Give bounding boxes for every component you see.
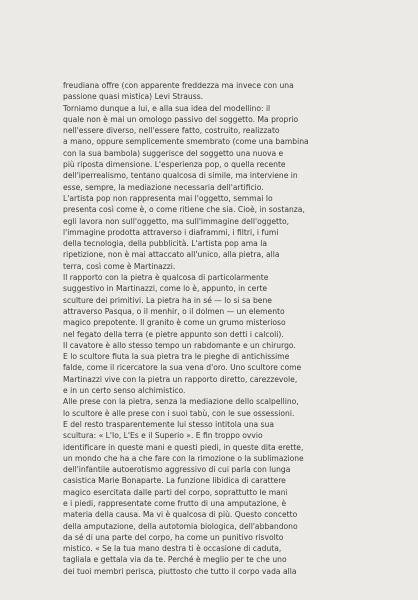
text-line: magico prepotente. Il granito è come un grumo misterioso bbox=[63, 318, 286, 328]
text-line: dell'infantile autoerotismo aggressivo di cui parla con lunga bbox=[63, 465, 291, 475]
text-line: E lo scultore fiuta la sua pietra tra le pieghe di antichissime bbox=[63, 352, 290, 362]
text-line: l'immagine prodotta attraverso i diaframmi, i filtri, i fumi bbox=[63, 227, 279, 237]
text-line: nel fegato della terra (e pietre appunto son detti i calcoli). bbox=[63, 329, 284, 339]
text-line: identificare in queste mani e questi piedi, in queste dita erette, bbox=[63, 442, 304, 452]
text-line: sculture dei primitivi. La pietra ha in sé — lo si sa bene bbox=[63, 295, 272, 305]
text-line: mistico. « Se la tua mano destra ti è occasione di caduta, bbox=[63, 544, 282, 554]
text-line: casistica Marie Bonaparte. La funzione libidica di carattere bbox=[63, 476, 286, 486]
text-line: passione quasi mistica) Levi Strauss. bbox=[63, 92, 204, 102]
text-line: suggestivo in Martinazzi, come lo è, appunto, in certe bbox=[63, 284, 268, 294]
text-line: scultura: « L'Io, L'Es e il Superio ». E fin troppo ovvio bbox=[63, 431, 263, 441]
text-line: Torniamo dunque a lui, e alla sua idea del modellino: il bbox=[63, 103, 271, 113]
text-line: tagliala e gettala via da te. Perché è meglio per te che uno bbox=[63, 555, 287, 565]
body-text-column bbox=[63, 80, 363, 577]
text-line: nell'essere diverso, nell'essere fatto, costruito, realizzato bbox=[63, 126, 280, 136]
text-line: quale non è mai un omologo passivo del soggetto. Ma proprio bbox=[63, 114, 299, 124]
text-line: falde, come il ricercatore la sua vena d'oro. Uno scultore come bbox=[63, 363, 302, 373]
text-line: un mondo che ha a che fare con la rimozione o la sublimazione bbox=[63, 453, 304, 463]
text-line: attraverso Pasqua, o il menhir, o il dolmen — un elemento bbox=[63, 306, 285, 316]
text-line: E del resto trasparentemente lui stesso intitola una sua bbox=[63, 419, 275, 429]
text-line: Alle prese con la pietra, senza la mediazione dello scalpellino, bbox=[63, 397, 299, 407]
text-line: della amputazione, della autotomia biologica, dell'abbandono bbox=[63, 521, 298, 531]
text-line: esse, sempre, la mediazione necessaria dell'artificio. bbox=[63, 182, 264, 192]
text-line: Il rapporto con la pietra è qualcosa di particolarmente bbox=[63, 273, 269, 283]
text-line: a mano, oppure semplicemente smembrato (come una bambina bbox=[63, 137, 309, 147]
text-line: lo scultore è alle prese con i suoi tabù, con le sue ossessioni. bbox=[63, 408, 295, 418]
text-line: e i piedi, rappresentate come frutto di una amputazione, è bbox=[63, 498, 287, 508]
text-line: egli lavora non sull'oggetto, ma sull'immagine dell'oggetto, bbox=[63, 216, 290, 226]
text-line: L'artista pop non rappresenta mai l'oggetto, semmai lo bbox=[63, 193, 273, 203]
text-line: terra, così come è Martinazzi. bbox=[63, 261, 176, 271]
text-line: dell'iperrealismo, tentano qualcosa di simile, ma interviene in bbox=[63, 171, 298, 181]
text-line: Il cavatore è allo stesso tempo un rabdomante e un chirurgo. bbox=[63, 340, 296, 350]
text-line: da sé di una parte del corpo, ha come un punitivo risvolto bbox=[63, 532, 284, 542]
text-line: della tecnologia, della pubblicità. L'artista pop ama la bbox=[63, 239, 268, 249]
text-line: materia della causa. Ma vi è qualcosa di più. Questo concetto bbox=[63, 510, 298, 520]
text-line: e in un certo senso alchimistico. bbox=[63, 386, 186, 396]
text-line: più riposta dimensione. L'esperienza pop, o quella recente bbox=[63, 160, 286, 170]
text-line: ripetizione, non è mai attaccato all'unico, alla pietra, alla bbox=[63, 250, 280, 260]
text-line: freudiana offre (con apparente freddezza ma invece con una bbox=[63, 81, 294, 90]
text-line: presenta così come è, o come ritiene che sia. Cioè, in sostanza, bbox=[63, 205, 305, 215]
text-line: con la sua bambola) suggerisce del soggetto una nuova e bbox=[63, 148, 284, 158]
text-line: Martinazzi vive con la pietra un rapporto diretto, carezzevole, bbox=[63, 374, 298, 384]
text-line: magico esercitata dalle parti del corpo, soprattutto le mani bbox=[63, 487, 288, 497]
text-line: dei tuoi membri perisca, piuttosto che tutto il corpo vada alla bbox=[63, 566, 297, 576]
